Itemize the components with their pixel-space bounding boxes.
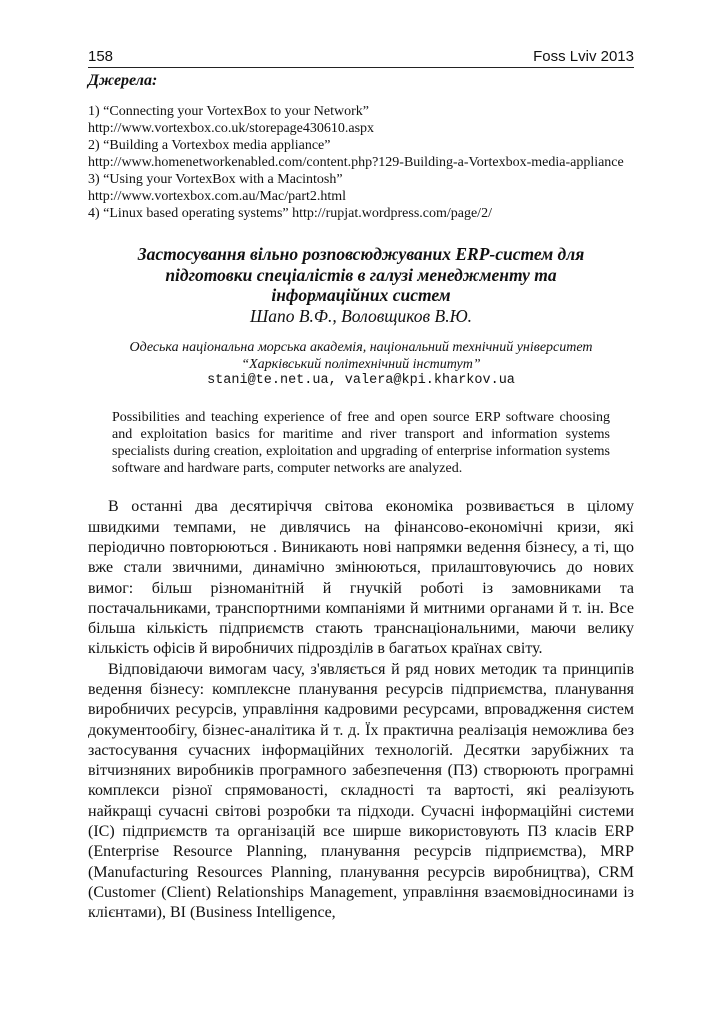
sources-heading: Джерела: — [88, 72, 158, 89]
sources-list — [88, 103, 634, 222]
conference-name: Foss Lviv 2013 — [533, 48, 634, 65]
document-page — [88, 48, 634, 924]
author-affiliation: Одеська національна морська академія, національний технічний університет “Харківський політехнічний інститут” — [129, 339, 593, 372]
source-link[interactable]: http://www.vortexbox.com.au/Mac/part2.html — [88, 189, 347, 204]
source-item: 2) “Building a Vortexbox media appliance” — [88, 138, 331, 153]
page-header — [88, 48, 634, 68]
body-paragraph: В останні два десятиріччя світова економіка розвивається в цілому швидкими темпами, не дивлячись на фінансово-економічні кризи, які періодично повторюються . Виникають нові напрямки ведення бізнесу, а ті, що вже стали звичними, динамічно змінюються, прилаштовуючись до нових вимог: більш різноманітній й гнучкій роботі із замовниками та постачальниками, транспортними компаніями й митними органами й т. ін. Все більша кількість підприємств стають транснаціональними, маючи велику кількість офісів й виробничих підрозділів в багатьох країнах світу. — [88, 498, 634, 658]
source-item: 1) “Connecting your VortexBox to your Network” — [88, 104, 369, 119]
article-title: Застосування вільно розповсюджуваних ERP-систем для підготовки спеціалістів в галузі менеджменту та інформаційних систем — [137, 244, 585, 305]
source-item: 4) “Linux based operating systems” http://rupjat.wordpress.com/page/2/ — [88, 206, 492, 221]
source-item: 3) “Using your VortexBox with a Macintosh” — [88, 172, 343, 187]
source-link[interactable]: http://www.homenetworkenabled.com/content.php?129-Building-a-Vortexbox-media-appliance — [88, 155, 624, 170]
source-link[interactable]: http://www.vortexbox.co.uk/storepage430610.aspx — [88, 121, 375, 136]
article-abstract: Possibilities and teaching experience of free and open source ERP software choosing and exploitation basics for maritime and river transport and information systems specialists during creation, exploitation and upgrading of enterprise information systems software and hardware parts, computer networks are analyzed. — [112, 409, 610, 477]
article-body — [88, 497, 634, 923]
body-paragraph: Відповідаючи вимогам часу, з'являється й ряд нових методик та принципів ведення бізнесу: комплексне планування ресурсів підприємства, планування виробничих ресурсів, управління кадровими ресурсами, впровадження систем документообігу, бізнес-аналітика й т. д. Їх практична реалізація неможлива без застосування сучасних інформаційних технологій. Десятки зарубіжних та вітчизняних виробників програмного забезпечення (ПЗ) створюють програмні комплекси різної спрямованості, складності та вартості, які реалізують найкращі сучасні світові розробки та підходи. Сучасні інформаційні системи (ІС) підприємств та організацій все ширше використовують ПЗ класів ERP (Enterprise Resource Planning, планування ресурсів підприємства), MRP (Manufacturing Resources Planning, планування ресурсів виробництва), CRM (Customer (Client) Relationships Management, управління взаємовідносинами із клієнтами), BI (Business Intelligence, — [88, 660, 634, 922]
article-authors: Шапо В.Ф., Воловщиков В.Ю. — [249, 305, 473, 326]
page-number: 158 — [88, 48, 114, 65]
author-emails: stani@te.net.ua, valera@kpi.kharkov.ua — [207, 372, 515, 388]
